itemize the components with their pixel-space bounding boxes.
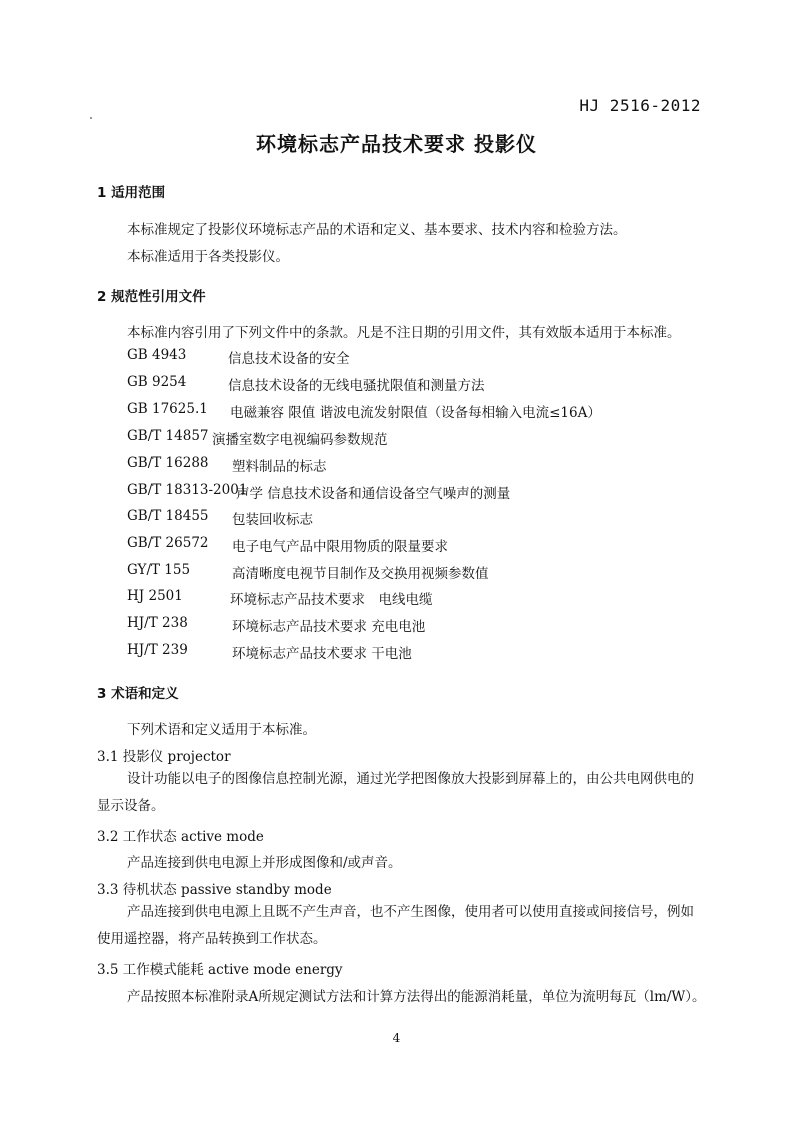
term-3-2-definition: 产品连接到供电电源上并形成图像和/或声音。 — [127, 855, 402, 871]
section-3-intro: 下列术语和定义适用于本标准。 — [127, 722, 316, 738]
reference-title: 声学 信息技术设备和通信设备空气噪声的测量 — [236, 486, 511, 502]
reference-code: GB/T 26572 — [127, 535, 209, 551]
reference-item — [127, 347, 350, 367]
reference-item — [127, 374, 485, 394]
reference-item — [127, 401, 601, 421]
reference-code: GB 4943 — [127, 347, 187, 363]
section-1-heading: 1 适用范围 — [97, 185, 166, 201]
reference-title: 塑料制品的标志 — [232, 459, 327, 475]
reference-item — [127, 562, 489, 582]
reference-code: GB 17625.1 — [127, 401, 208, 417]
term-3-3-definition: 产品连接到供电电源上且既不产生声音，也不产生图像，使用者可以使用直接或间接信号，例如使用遥控器，将产品转换到工作状态。 — [97, 904, 694, 947]
term-3-3-label: 3.3 待机状态 passive standby mode — [97, 882, 332, 898]
reference-code: GB/T 14857 — [127, 428, 209, 444]
reference-code: HJ/T 238 — [127, 615, 188, 631]
term-3-5-label: 3.5 工作模式能耗 active mode energy — [97, 962, 343, 978]
term-3-2-label: 3.2 工作状态 active mode — [97, 829, 264, 845]
term-3-1-definition: 设计功能以电子的图像信息控制光源，通过光学把图像放大投影到屏幕上的，由公共电网供电的显示设备。 — [97, 771, 694, 814]
reference-code: GB/T 18313-2001 — [127, 482, 248, 498]
section-1-paragraph-2: 本标准适用于各类投影仪。 — [127, 249, 289, 265]
term-3-5-definition: 产品按照本标准附录A所规定测试方法和计算方法得出的能源消耗量，单位为流明每瓦（lm/W）。 — [127, 989, 706, 1005]
reference-title: 高清晰度电视节目制作及交换用视频参数值 — [232, 566, 489, 582]
reference-title: 电子电气产品中限用物质的限量要求 — [232, 539, 448, 555]
reference-title: 环境标志产品技术要求 充电电池 — [232, 619, 426, 635]
reference-item — [127, 535, 448, 555]
reference-code: HJ/T 239 — [127, 642, 188, 658]
scan-dot — [90, 117, 92, 119]
page-title: 环境标志产品技术要求 投影仪 — [256, 132, 537, 156]
reference-title: 演播室数字电视编码参数规范 — [212, 432, 388, 448]
reference-code: GY/T 155 — [127, 562, 191, 578]
reference-code: GB 9254 — [127, 374, 187, 390]
page-number: 4 — [392, 1031, 401, 1045]
reference-title: 环境标志产品技术要求 干电池 — [232, 646, 412, 662]
reference-item — [127, 642, 412, 662]
reference-item — [127, 428, 388, 448]
section-1-paragraph-1: 本标准规定了投影仪环境标志产品的术语和定义、基本要求、技术内容和检验方法。 — [127, 222, 627, 238]
reference-title: 环境标志产品技术要求 电线电缆 — [230, 592, 433, 608]
reference-title: 信息技术设备的安全 — [228, 351, 350, 367]
reference-item — [127, 588, 433, 608]
term-3-1-label: 3.1 投影仪 projector — [97, 749, 231, 765]
section-2-intro: 本标准内容引用了下列文件中的条款。凡是不注日期的引用文件，其有效版本适用于本标准。 — [127, 325, 681, 341]
standard-number: HJ 2516-2012 — [579, 96, 701, 115]
reference-code: HJ 2501 — [127, 588, 183, 604]
reference-code: GB/T 18455 — [127, 508, 209, 524]
section-2-heading: 2 规范性引用文件 — [97, 289, 206, 305]
reference-code: GB/T 16288 — [127, 455, 209, 471]
reference-title: 信息技术设备的无线电骚扰限值和测量方法 — [228, 378, 485, 394]
section-3-heading: 3 术语和定义 — [97, 686, 179, 702]
reference-title: 电磁兼容 限值 谐波电流发射限值（设备每相输入电流≤16A） — [230, 405, 601, 421]
reference-item — [127, 615, 426, 635]
reference-item — [127, 482, 511, 502]
reference-title: 包装回收标志 — [232, 512, 313, 528]
reference-item — [127, 455, 327, 475]
reference-item — [127, 508, 313, 528]
